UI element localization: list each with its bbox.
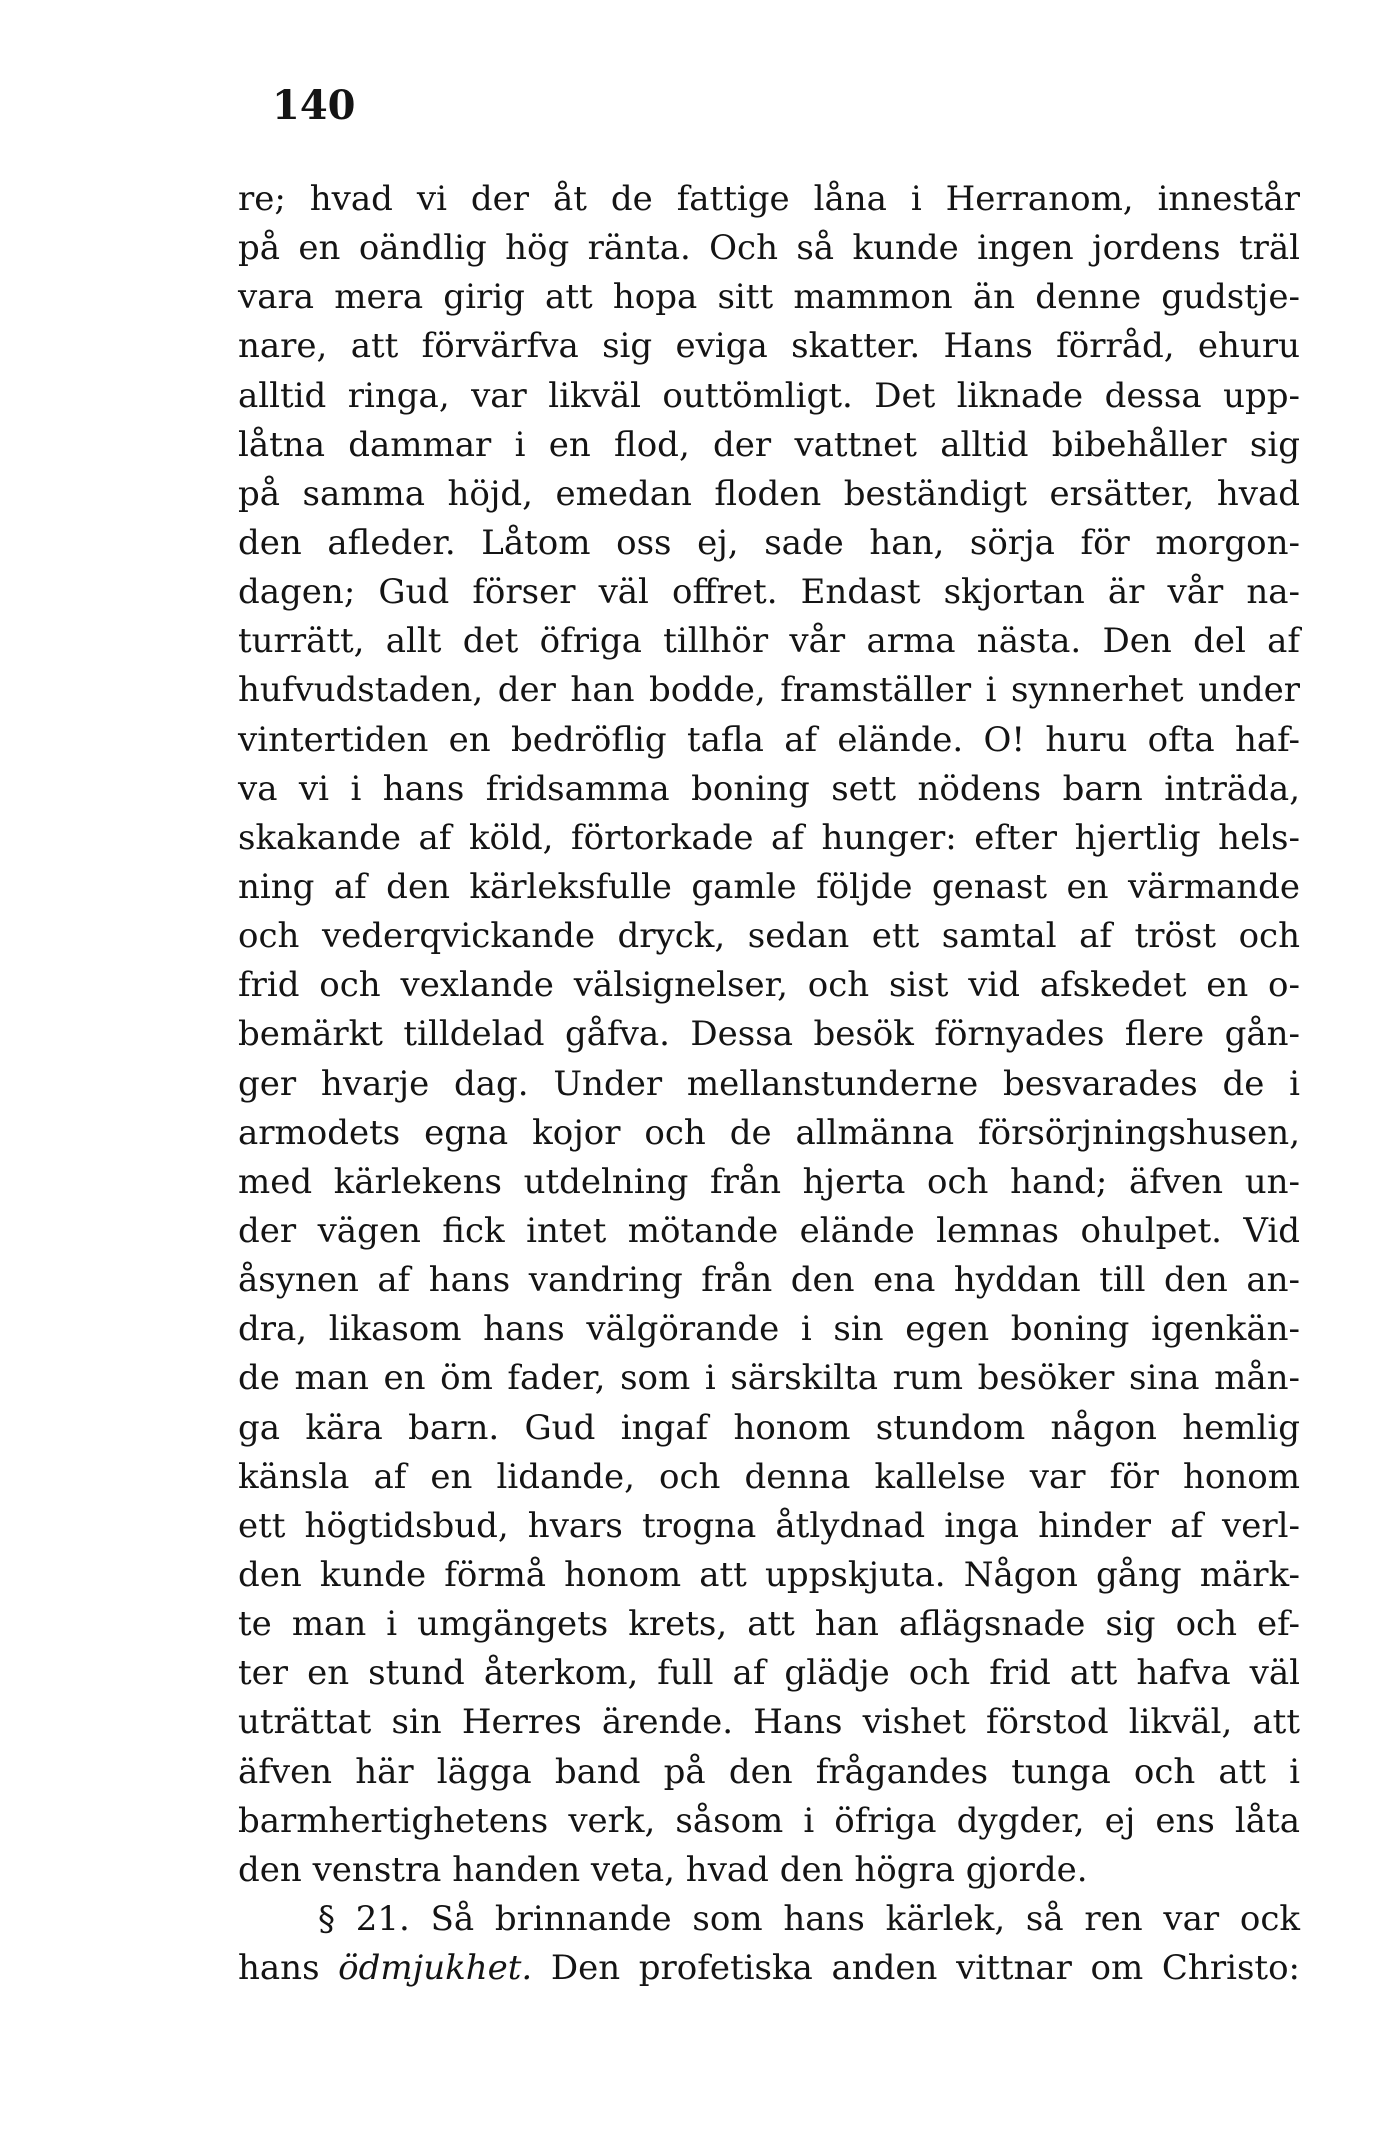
- text-line-7: på samma höjd, emedan floden beständigt ersätter, hvad: [238, 473, 1300, 514]
- final-line: [238, 1944, 1300, 1993]
- text-line-33: äfven här lägga band på den frågandes tunga och att i: [238, 1751, 1300, 1792]
- text-line-3: vara mera girig att hopa sitt mammon än denne gudstje-: [238, 277, 1300, 318]
- text-line-6: låtna dammar i en flod, der vattnet alltid bibehåller sig: [238, 424, 1300, 465]
- text-line-24: dra, likasom hans välgörande i sin egen boning igenkän-: [238, 1309, 1300, 1350]
- text-line-21: med kärlekens utdelning från hjerta och hand; äfven un-: [238, 1161, 1300, 1202]
- text-line-13: va vi i hans fridsamma boning sett nödens barn inträda,: [238, 768, 1300, 809]
- text-line-25: de man en öm fader, som i särskilta rum besöker sina mån-: [238, 1358, 1300, 1399]
- body-text: [238, 175, 1300, 1993]
- text-line-16: och vederqvickande dryck, sedan ett samtal af tröst och: [238, 916, 1300, 957]
- text-line-10: turrätt, allt det öfriga tillhör vår arma nästa. Den del af: [238, 621, 1300, 662]
- text-line-9: dagen; Gud förser väl offret. Endast skjortan är vår na-: [238, 572, 1300, 613]
- text-line-1: re; hvad vi der åt de fattige låna i Herranom, innestår: [238, 179, 1300, 219]
- text-line-30: te man i umgängets krets, att han aflägsnade sig och ef-: [238, 1604, 1300, 1645]
- text-line-27: känsla af en lidande, och denna kallelse var för honom: [238, 1456, 1300, 1497]
- text-line-12: vintertiden en bedröflig tafla af elände. O! huru ofta haf-: [238, 719, 1300, 760]
- text-line-5: alltid ringa, var likväl outtömligt. Det liknade dessa upp-: [238, 375, 1300, 416]
- final-line-end: Den profetiska anden vittnar om Christo:: [532, 1948, 1300, 1989]
- text-line-28: ett högtidsbud, hvars trogna åtlydnad inga hinder af verl-: [238, 1505, 1300, 1546]
- text-line-18: bemärkt tilldelad gåfva. Dessa besök förnyades flere gån-: [238, 1014, 1300, 1055]
- text-line-20: armodets egna kojor och de allmänna försörjningshusen,: [238, 1112, 1300, 1153]
- text-line-11: hufvudstaden, der han bodde, framställer i synnerhet under: [238, 670, 1300, 711]
- text-line-35: den venstra handen veta, hvad den högra gjorde.: [238, 1849, 1088, 1890]
- text-line-22: der vägen fick intet mötande elände lemnas ohulpet. Vid: [238, 1210, 1300, 1251]
- text-line-19: ger hvarje dag. Under mellanstunderne besvarades de i: [238, 1063, 1300, 1104]
- text-line-4: nare, att förvärfva sig eviga skatter. Hans förråd, ehuru: [238, 326, 1300, 367]
- text-line-17: frid och vexlande välsignelser, och sist vid afskedet en o-: [238, 965, 1300, 1006]
- final-line-start: hans: [238, 1948, 339, 1989]
- final-line-italic: ödmjukhet.: [338, 1948, 533, 1989]
- text-line-23: åsynen af hans vandring från den ena hyddan till den an-: [238, 1260, 1300, 1301]
- text-line-31: ter en stund återkom, full af glädje och frid att hafva väl: [238, 1653, 1300, 1694]
- text-line-26: ga kära barn. Gud ingaf honom stundom någon hemlig: [238, 1407, 1300, 1448]
- section-line: § 21. Så brinnande som hans kärlek, så ren var ock: [318, 1898, 1300, 1939]
- text-line-29: den kunde förmå honom att uppskjuta. Någon gång märk-: [238, 1554, 1300, 1595]
- text-line-32: uträttat sin Herres ärende. Hans vishet förstod likväl, att: [238, 1702, 1300, 1743]
- text-line-2: på en oändlig hög ränta. Och så kunde ingen jordens träl: [238, 228, 1300, 269]
- text-line-14: skakande af köld, förtorkade af hunger: efter hjertlig hels-: [238, 817, 1300, 858]
- text-line-15: ning af den kärleksfulle gamle följde genast en värmande: [238, 866, 1300, 907]
- text-line-8: den afleder. Låtom oss ej, sade han, sörja för morgon-: [238, 522, 1300, 563]
- text-line-34: barmhertighetens verk, såsom i öfriga dygder, ej ens låta: [238, 1800, 1300, 1841]
- page-number: 140: [272, 82, 356, 129]
